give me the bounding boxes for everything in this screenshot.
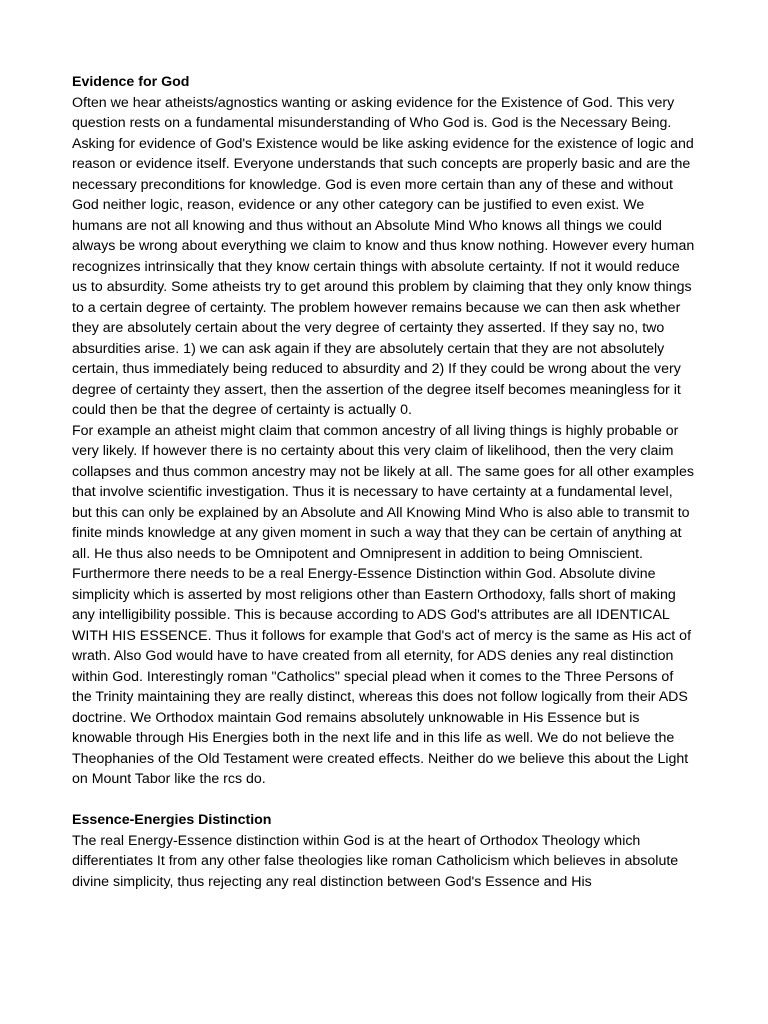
section-heading: Essence-Energies Distinction (72, 812, 272, 828)
body-paragraph: For example an atheist might claim that common ancestry of all living things is highly probable or very likely. If however there is no certainty about this very claim of likelihood, then the very claim collapses and thus common ancestry may not be likely at all. The same goes for all other examples that involve scientific investigation. Thus it is necessary to have certainty at a fundamental level, but this can only be explained by an Absolute and All Knowing Mind Who is also able to transmit to finite minds knowledge at any given moment in such a way that they can be certain of anything at all. He thus also needs to be Omnipotent and Omnipresent in addition to being Omniscient. Furthermore there needs to be a real Energy-Essence Distinction within God. Absolute divine simplicity which is asserted by most religions other than Eastern Orthodoxy, falls short of making any intelligibility possible. This is because according to ADS God's attributes are all IDENTICAL WITH HIS ESSENCE. Thus it follows for example that God's act of mercy is the same as His act of wrath. Also God would have to have created from all eternity, for ADS denies any real distinction within God. Interestingly roman "Catholics" special plead when it comes to the Three Persons of the Trinity maintaining they are really distinct, whereas this does not follow logically from their ADS doctrine. We Orthodox maintain God remains absolutely unknowable in His Essence but is knowable through His Energies both in the next life and in this life as well. We do not believe the Theophanies of the Old Testament were created effects. Neither do we believe this about the Light on Mount Tabor like the rcs do. (72, 422, 694, 787)
section-evidence-for-god (72, 72, 696, 790)
section-spacer (72, 790, 696, 811)
body-paragraph: The real Energy-Essence distinction within God is at the heart of Orthodox Theology which differentiates It from any other false theologies like roman Catholicism which believes in absolute divine simplicity, thus rejecting any real distinction between God's Essence and His (72, 832, 679, 890)
section-essence-energies (72, 810, 696, 892)
body-paragraph: Often we hear atheists/agnostics wanting or asking evidence for the Existence of God. This very question rests on a fundamental misunderstanding of Who God is. God is the Necessary Being. Asking for evidence of God's Existence would be like asking evidence for the existence of logic and reason or evidence itself. Everyone understands that such concepts are properly basic and are the necessary preconditions for knowledge. God is even more certain than any of these and without God neither logic, reason, evidence or any other category can be justified to even exist. We humans are not all knowing and thus without an Absolute Mind Who knows all things we could always be wrong about everything we claim to know and thus know nothing. However every human recognizes intrinsically that they know certain things with absolute certainty. If not it would reduce us to absurdity. Some atheists try to get around this problem by claiming that they only know things to a certain degree of certainty. The problem however remains because we can then ask whether they are absolutely certain about the very degree of certainty they asserted. If they say no, two absurdities arise. 1) we can ask again if they are absolutely certain that they are not absolutely certain, thus immediately being reduced to absurdity and 2) If they could be wrong about the very degree of certainty they assert, then the assertion of the degree itself becomes meaningless for it could then be that the degree of certainty is actually 0. (72, 94, 695, 418)
section-heading: Evidence for God (72, 74, 190, 90)
